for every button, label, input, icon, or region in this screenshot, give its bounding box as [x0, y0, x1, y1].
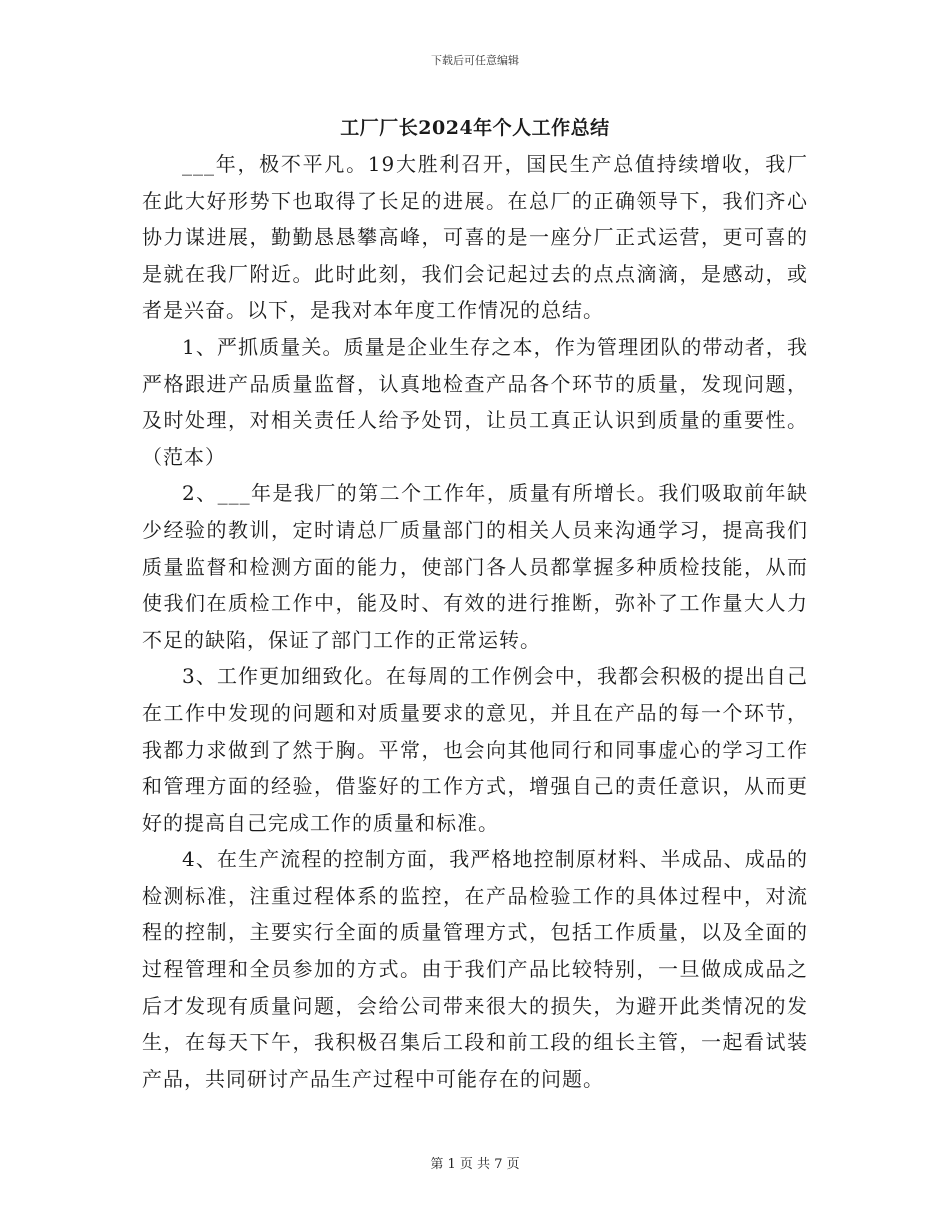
- header-note: 下载后可任意编辑: [431, 54, 519, 67]
- page-number: 第 1 页 共 7 页: [430, 1157, 520, 1172]
- paragraph-detailed-work: 3、工作更加细致化。在每周的工作例会中，我都会积极的提出自己在工作中发现的问题和对质量要求的意见，并且在产品的每一个环节，我都力求做到了然于胸。平常，也会向其他同行和同事虚心的学习工作和管理方面的经验，借鉴好的工作方式，增强自己的责任意识，从而更好的提高自己完成工作的质量和标准。: [142, 664, 808, 835]
- paragraph-second-year: 2、___年是我厂的第二个工作年，质量有所增长。我们吸取前年缺少经验的教训，定时请总厂质量部门的相关人员来沟通学习，提高我们质量监督和检测方面的能力，使部门各人员都掌握多种质检技能，从而使我们在质检工作中，能及时、有效的进行推断，弥补了工作量大人力不足的缺陷，保证了部门工作的正常运转。: [142, 481, 808, 652]
- paragraph-intro: ___年，极不平凡。19大胜利召开，国民生产总值持续增收，我厂在此大好形势下也取得了长足的进展。在总厂的正确领导下，我们齐心协力谋进展，勤勤恳恳攀高峰，可喜的是一座分厂正式运营，更可喜的是就在我厂附近。此时此刻，我们会记起过去的点点滴滴，是感动，或者是兴奋。以下，是我对本年度工作情况的总结。: [142, 152, 808, 323]
- document-title: 工厂厂长2024年个人工作总结: [340, 117, 610, 139]
- paragraph-process-control: 4、在生产流程的控制方面，我严格地控制原材料、半成品、成品的检测标准，注重过程体系的监控，在产品检验工作的具体过程中，对流程的控制，主要实行全面的质量管理方式，包括工作质量，以及全面的过程管理和全员参加的方式。由于我们产品比较特别，一旦做成成品之后才发现有质量问题，会给公司带来很大的损失，为避开此类情况的发生，在每天下午，我积极召集后工段和前工段的组长主管，一起看试装产品，共同研讨产品生产过程中可能存在的问题。: [142, 847, 808, 1091]
- document-body: [142, 146, 808, 1097]
- paragraph-quality-control: 1、严抓质量关。质量是企业生存之本，作为管理团队的带动者，我严格跟进产品质量监督，认真地检查产品各个环节的质量，发现问题，及时处理，对相关责任人给予处罚，让员工真正认识到质量的重要性。（范本）: [142, 334, 808, 469]
